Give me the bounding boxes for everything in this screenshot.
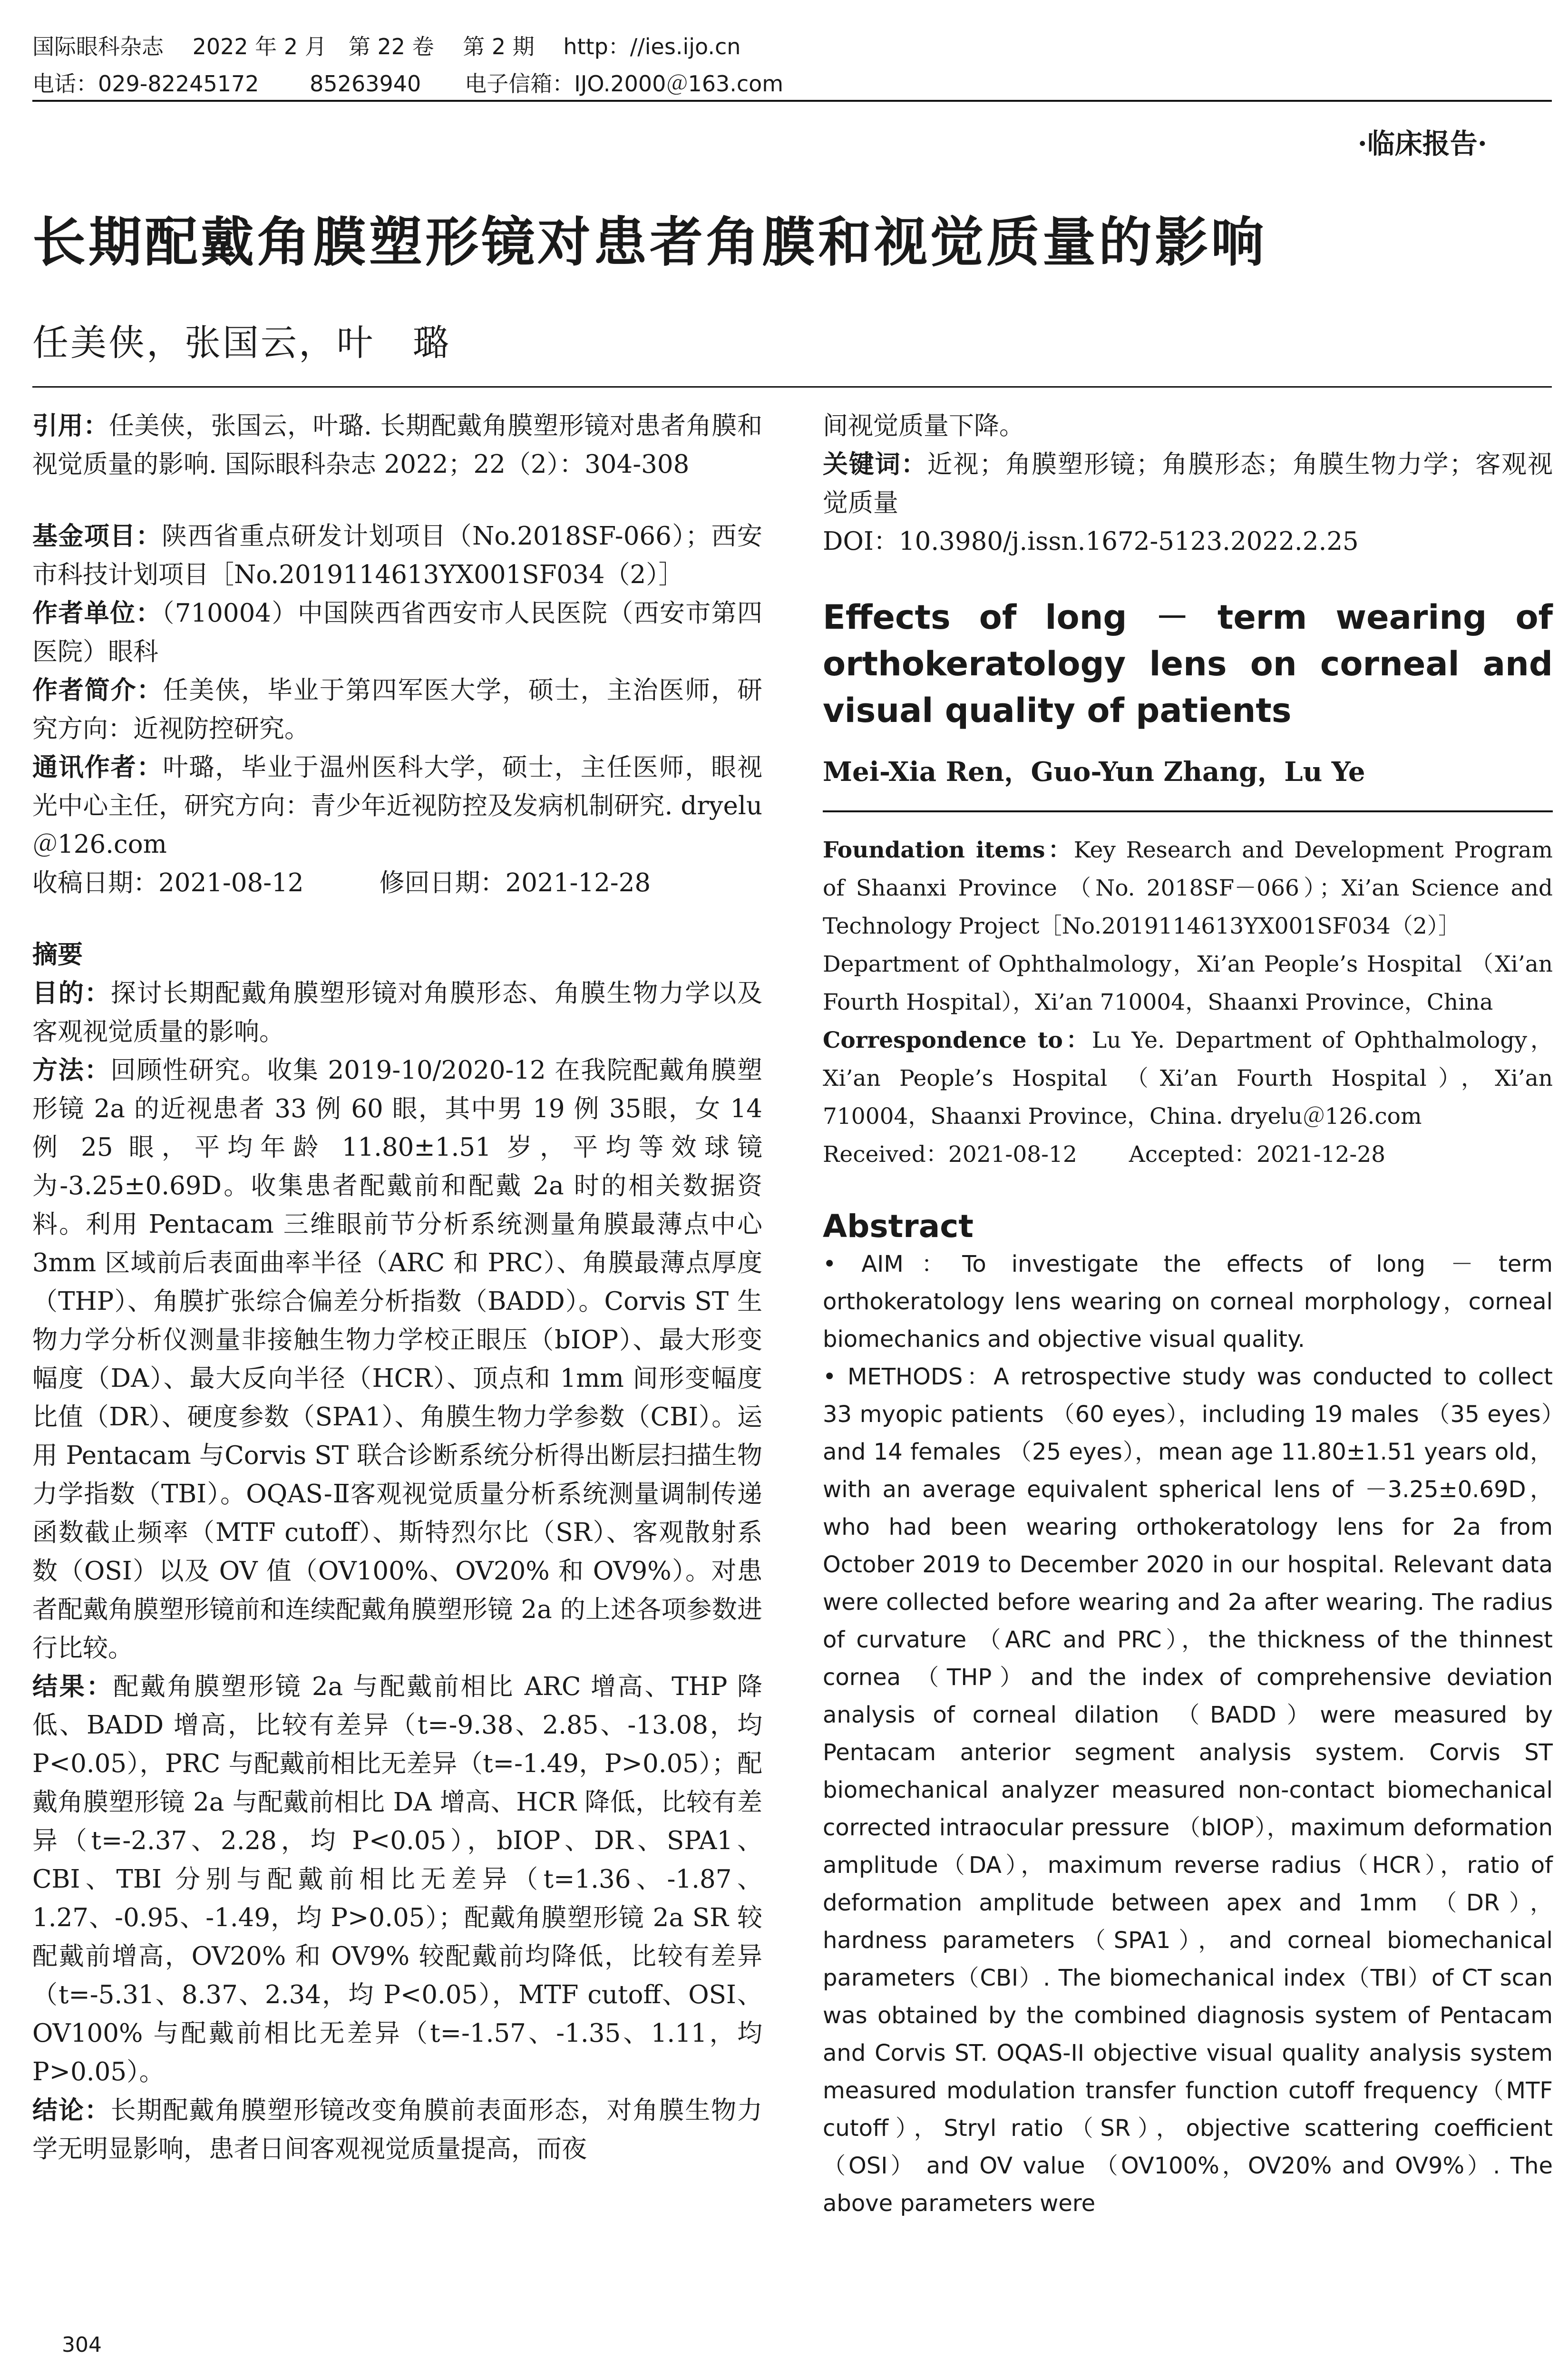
header-rule [32, 100, 1552, 102]
journal-header-line1: 国际眼科杂志 2022 年 2 月 第 22 卷 第 2 期 http：//ies.ijo.cn [32, 34, 741, 59]
abstract-en [823, 1246, 1553, 2222]
right-column [823, 407, 1553, 2222]
page-number: 304 [62, 2333, 102, 2357]
author-bio: 作者简介：任美侠，毕业于第四军医大学，硕士，主治医师，研究方向：近视防控研究。 [32, 676, 763, 743]
methods-en: • METHODS：A retrospective study was conducted to collect 33 myopic patients （60 eyes），including 19 males （35 eyes）and 14 females （25 eyes），mean age 11.80±1.51 years old，with an average equivalent spherical lens of －3.25±0.69D，who had been wearing orthokeratology lens for 2a from October 2019 to December 2020 in our hospital. Relevant data were collected before wearing and 2a after wearing. The radius of curvature （ARC and PRC），the thickness of the thinnest cornea （THP）and the index of comprehensive deviation analysis of corneal dilation （BADD）were measured by Pentacam anterior segment analysis system. Corvis ST biomechanical analyzer measured non-contact biomechanical corrected intraocular pressure （bIOP），maximum deformation amplitude（DA），maximum reverse radius（HCR），ratio of deformation amplitude between apex and 1mm （DR），hardness parameters（SPA1），and corneal biomechanical parameters（CBI）. The biomechanical index（TBI）of CT scan was obtained by the combined diagnosis system of Pentacam and Corvis ST. OQAS-II objective visual quality analysis system measured modulation transfer function cutoff frequency（MTF cutoff），Stryl ratio（SR），objective scattering coefficient （OSI） and OV value （OV100%，OV20% and OV9%）. The above parameters were [823, 1364, 1553, 2217]
abstract-heading-cn: 摘要 [32, 940, 83, 969]
title-rule [32, 386, 1552, 388]
left-column [32, 407, 762, 2168]
article-title: 长期配戴角膜塑形镜对患者角膜和视觉质量的影响 [32, 212, 1267, 273]
english-title: Effects of long － term wearing of orthokeratology lens on corneal and visual quality of patients [823, 598, 1553, 730]
aim-en: • AIM：To investigate the effects of long － term orthokeratology lens wearing on corneal morphology，corneal biomechanics and objective visual quality. [823, 1251, 1553, 1353]
english-authors-rule [823, 810, 1553, 812]
author-unit: 作者单位：（710004）中国陕西省西安市人民医院（西安市第四医院）眼科 [32, 599, 763, 666]
english-authors: Mei-Xia Ren，Guo-Yun Zhang，Lu Ye [823, 756, 1365, 788]
conclusion-cn-cont: 间视觉质量下降。 [823, 411, 1024, 440]
department: Department of Ophthalmology，Xi’an People’s Hospital （Xi’an Fourth Hospital），Xi’an 710004，Shaanxi Province，China [823, 951, 1553, 1015]
fund: 基金项目：陕西省重点研发计划项目（No.2018SF-066）；西安市科技计划项目［No.2019114613YX001SF034（2）］ [32, 522, 762, 589]
citation: 引用：任美侠，张国云，叶璐. 长期配戴角膜塑形镜对患者角膜和视觉质量的影响. 国际眼科杂志 2022；22（2）：304-308 [32, 411, 762, 479]
results-cn: 结果：配戴角膜塑形镜 2a 与配戴前相比 ARC 增高、THP 降低、BADD 增高，比较有差异（t=-9.38、2.85、-13.08，均 P<0.05），PRC 与配戴前相比无差异（t=-1.49，P>0.05）；配戴角膜塑形镜 2a 与配戴前相比 DA 增高、HCR 降低，比较有差异（t=-2.37、2.28，均 P<0.05），bIOP、DR、SPA1、CBI、TBI 分别与配戴前相比无差异（t=1.36、-1.87、1.27、-0.95、-1.49，均 P>0.05）；配戴角膜塑形镜 2a SR 较配戴前增高，OV20% 和 OV9% 较配戴前均降低，比较有差异（t=-5.31、8.37、2.34，均 P<0.05），MTF cutoff、OSI、OV100% 与配戴前相比无差异（t=-1.57、-1.35、1.11，均 P>0.05）。 [32, 1672, 762, 2086]
correspondence: Correspondence to：Lu Ye. Department of Ophthalmology，Xi’an People’s Hospital （Xi’an Fourth Hospital），Xi’an 710004，Shaanxi Province，China. dryelu＠126.com [823, 1027, 1553, 1130]
methods-cn: 方法：回顾性研究。收集 2019-10/2020-12 在我院配戴角膜塑形镜 2a 的近视患者 33 例 60 眼，其中男 19 例 35眼，女 14 例 25 眼，平均年龄 11.80±1.51 岁，平均等效球镜为-3.25±0.69D。收集患者配戴前和配戴 2a 时的相关数据资料。利用 Pentacam 三维眼前节分析系统测量角膜最薄点中心 3mm 区域前后表面曲率半径（ARC 和 PRC）、角膜最薄点厚度（THP）、角膜扩张综合偏差分析指数（BADD）。Corvis ST 生物力学分析仪测量非接触生物力学校正眼压（bIOP）、最大形变幅度（DA）、最大反向半径（HCR）、顶点和 1mm 间形变幅度比值（DR）、硬度参数（SPA1）、角膜生物力学参数（CBI）。运用 Pentacam 与Corvis ST 联合诊断系统分析得出断层扫描生物力学指数（TBI）。OQAS-Ⅱ客观视觉质量分析系统测量调制传递函数截止频率（MTF cutoff）、斯特烈尔比（SR）、客观散射系数（OSI）以及 OV 值（OV100%、OV20% 和 OV9%）。对患者配戴角膜塑形镜前和连续配戴角膜塑形镜 2a 的上述各项参数进行比较。 [32, 1056, 763, 1663]
conclusion-cn: 结论：长期配戴角膜塑形镜改变角膜前表面形态，对角膜生物力学无明显影响，患者日间客观视觉质量提高，而夜 [32, 2096, 763, 2163]
received-accepted: Received：2021-08-12 Accepted：2021-12-28 [823, 1141, 1386, 1168]
english-meta [823, 831, 1553, 1174]
article-authors: 任美侠，张国云，叶 璐 [32, 321, 451, 364]
corresponding-author: 通讯作者：叶璐，毕业于温州医科大学，硕士，主任医师，眼视光中心主任，研究方向：青少年近视防控及发病机制研究. dryelu＠126.com [32, 753, 763, 859]
foundation-items: Foundation items：Key Research and Development Program of Shaanxi Province （No. 2018SF－066）；Xi’an Science and Technology Project［No.2019114613YX001SF034（2）］ [823, 837, 1553, 939]
abstract-heading-en: Abstract [823, 1208, 974, 1245]
dates: 收稿日期：2021-08-12 修回日期：2021-12-28 [32, 868, 651, 897]
doi: DOI：10.3980/j.issn.1672-5123.2022.2.25 [823, 527, 1359, 556]
journal-header-line2: 电话：029-82245172 85263940 电子信箱：IJO.2000＠163.com [32, 71, 784, 97]
aim-cn: 目的：探讨长期配戴角膜塑形镜对角膜形态、角膜生物力学以及客观视觉质量的影响。 [32, 979, 763, 1046]
keywords: 关键词：近视；角膜塑形镜；角膜形态；角膜生物力学；客观视觉质量 [823, 450, 1553, 517]
section-tag: ·临床报告· [1357, 127, 1487, 160]
